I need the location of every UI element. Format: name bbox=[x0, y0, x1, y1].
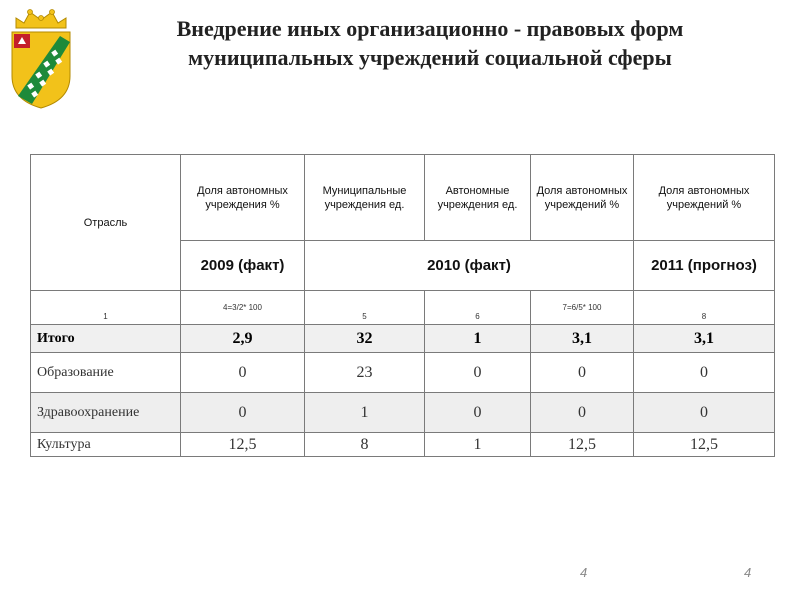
column-number: 8 bbox=[634, 291, 775, 325]
table-cell: 2,9 bbox=[181, 325, 305, 353]
page-number-left: 4 bbox=[580, 565, 588, 580]
table-cell: 0 bbox=[531, 393, 634, 433]
column-number: 4=3/2* 100 bbox=[181, 291, 305, 325]
share-2011-header: Доля автономных учреждений % bbox=[634, 155, 775, 241]
coat-of-arms-icon bbox=[8, 6, 74, 110]
row-label: Здравоохранение bbox=[31, 393, 181, 433]
slide-title bbox=[100, 14, 760, 72]
header-row bbox=[31, 155, 775, 241]
table-cell: 0 bbox=[425, 393, 531, 433]
table-cell: 12,5 bbox=[181, 433, 305, 457]
industry-header: Отрасль bbox=[31, 155, 181, 291]
page-number-right: 4 bbox=[744, 565, 752, 580]
row-label: Культура bbox=[31, 433, 181, 457]
row-label: Образование bbox=[31, 353, 181, 393]
year-2011: 2011 (прогноз) bbox=[634, 241, 775, 291]
autonomous-header: Автономные учреждения ед. bbox=[425, 155, 531, 241]
table-cell: 12,5 bbox=[634, 433, 775, 457]
column-number-row bbox=[31, 291, 775, 325]
table-cell: 3,1 bbox=[531, 325, 634, 353]
table-cell: 0 bbox=[531, 353, 634, 393]
column-number: 5 bbox=[305, 291, 425, 325]
table-cell: 3,1 bbox=[634, 325, 775, 353]
column-number: 7=6/5* 100 bbox=[531, 291, 634, 325]
table-cell: 23 bbox=[305, 353, 425, 393]
table-cell: 8 bbox=[305, 433, 425, 457]
row-label: Итого bbox=[31, 325, 181, 353]
year-2010: 2010 (факт) bbox=[305, 241, 634, 291]
table-cell: 0 bbox=[181, 393, 305, 433]
table-cell: 12,5 bbox=[531, 433, 634, 457]
table-cell: 0 bbox=[634, 353, 775, 393]
table-cell: 0 bbox=[634, 393, 775, 433]
table-row bbox=[31, 393, 775, 433]
table-cell: 0 bbox=[425, 353, 531, 393]
table-row bbox=[31, 325, 775, 353]
table-row bbox=[31, 433, 775, 457]
table-cell: 32 bbox=[305, 325, 425, 353]
table-cell: 0 bbox=[181, 353, 305, 393]
municipal-header: Муниципальные учреждения ед. bbox=[305, 155, 425, 241]
column-number: 6 bbox=[425, 291, 531, 325]
share-2009-header: Доля автономных учреждения % bbox=[181, 155, 305, 241]
table-cell: 1 bbox=[425, 325, 531, 353]
title-line-2: муниципальных учреждений социальной сферы bbox=[188, 45, 672, 70]
share-2010-header: Доля автономных учреждений % bbox=[531, 155, 634, 241]
table-cell: 1 bbox=[425, 433, 531, 457]
data-table bbox=[30, 154, 775, 457]
table-row bbox=[31, 353, 775, 393]
year-2009: 2009 (факт) bbox=[181, 241, 305, 291]
title-line-1: Внедрение иных организационно - правовых форм bbox=[176, 16, 684, 41]
table-cell: 1 bbox=[305, 393, 425, 433]
column-number: 1 bbox=[31, 291, 181, 325]
